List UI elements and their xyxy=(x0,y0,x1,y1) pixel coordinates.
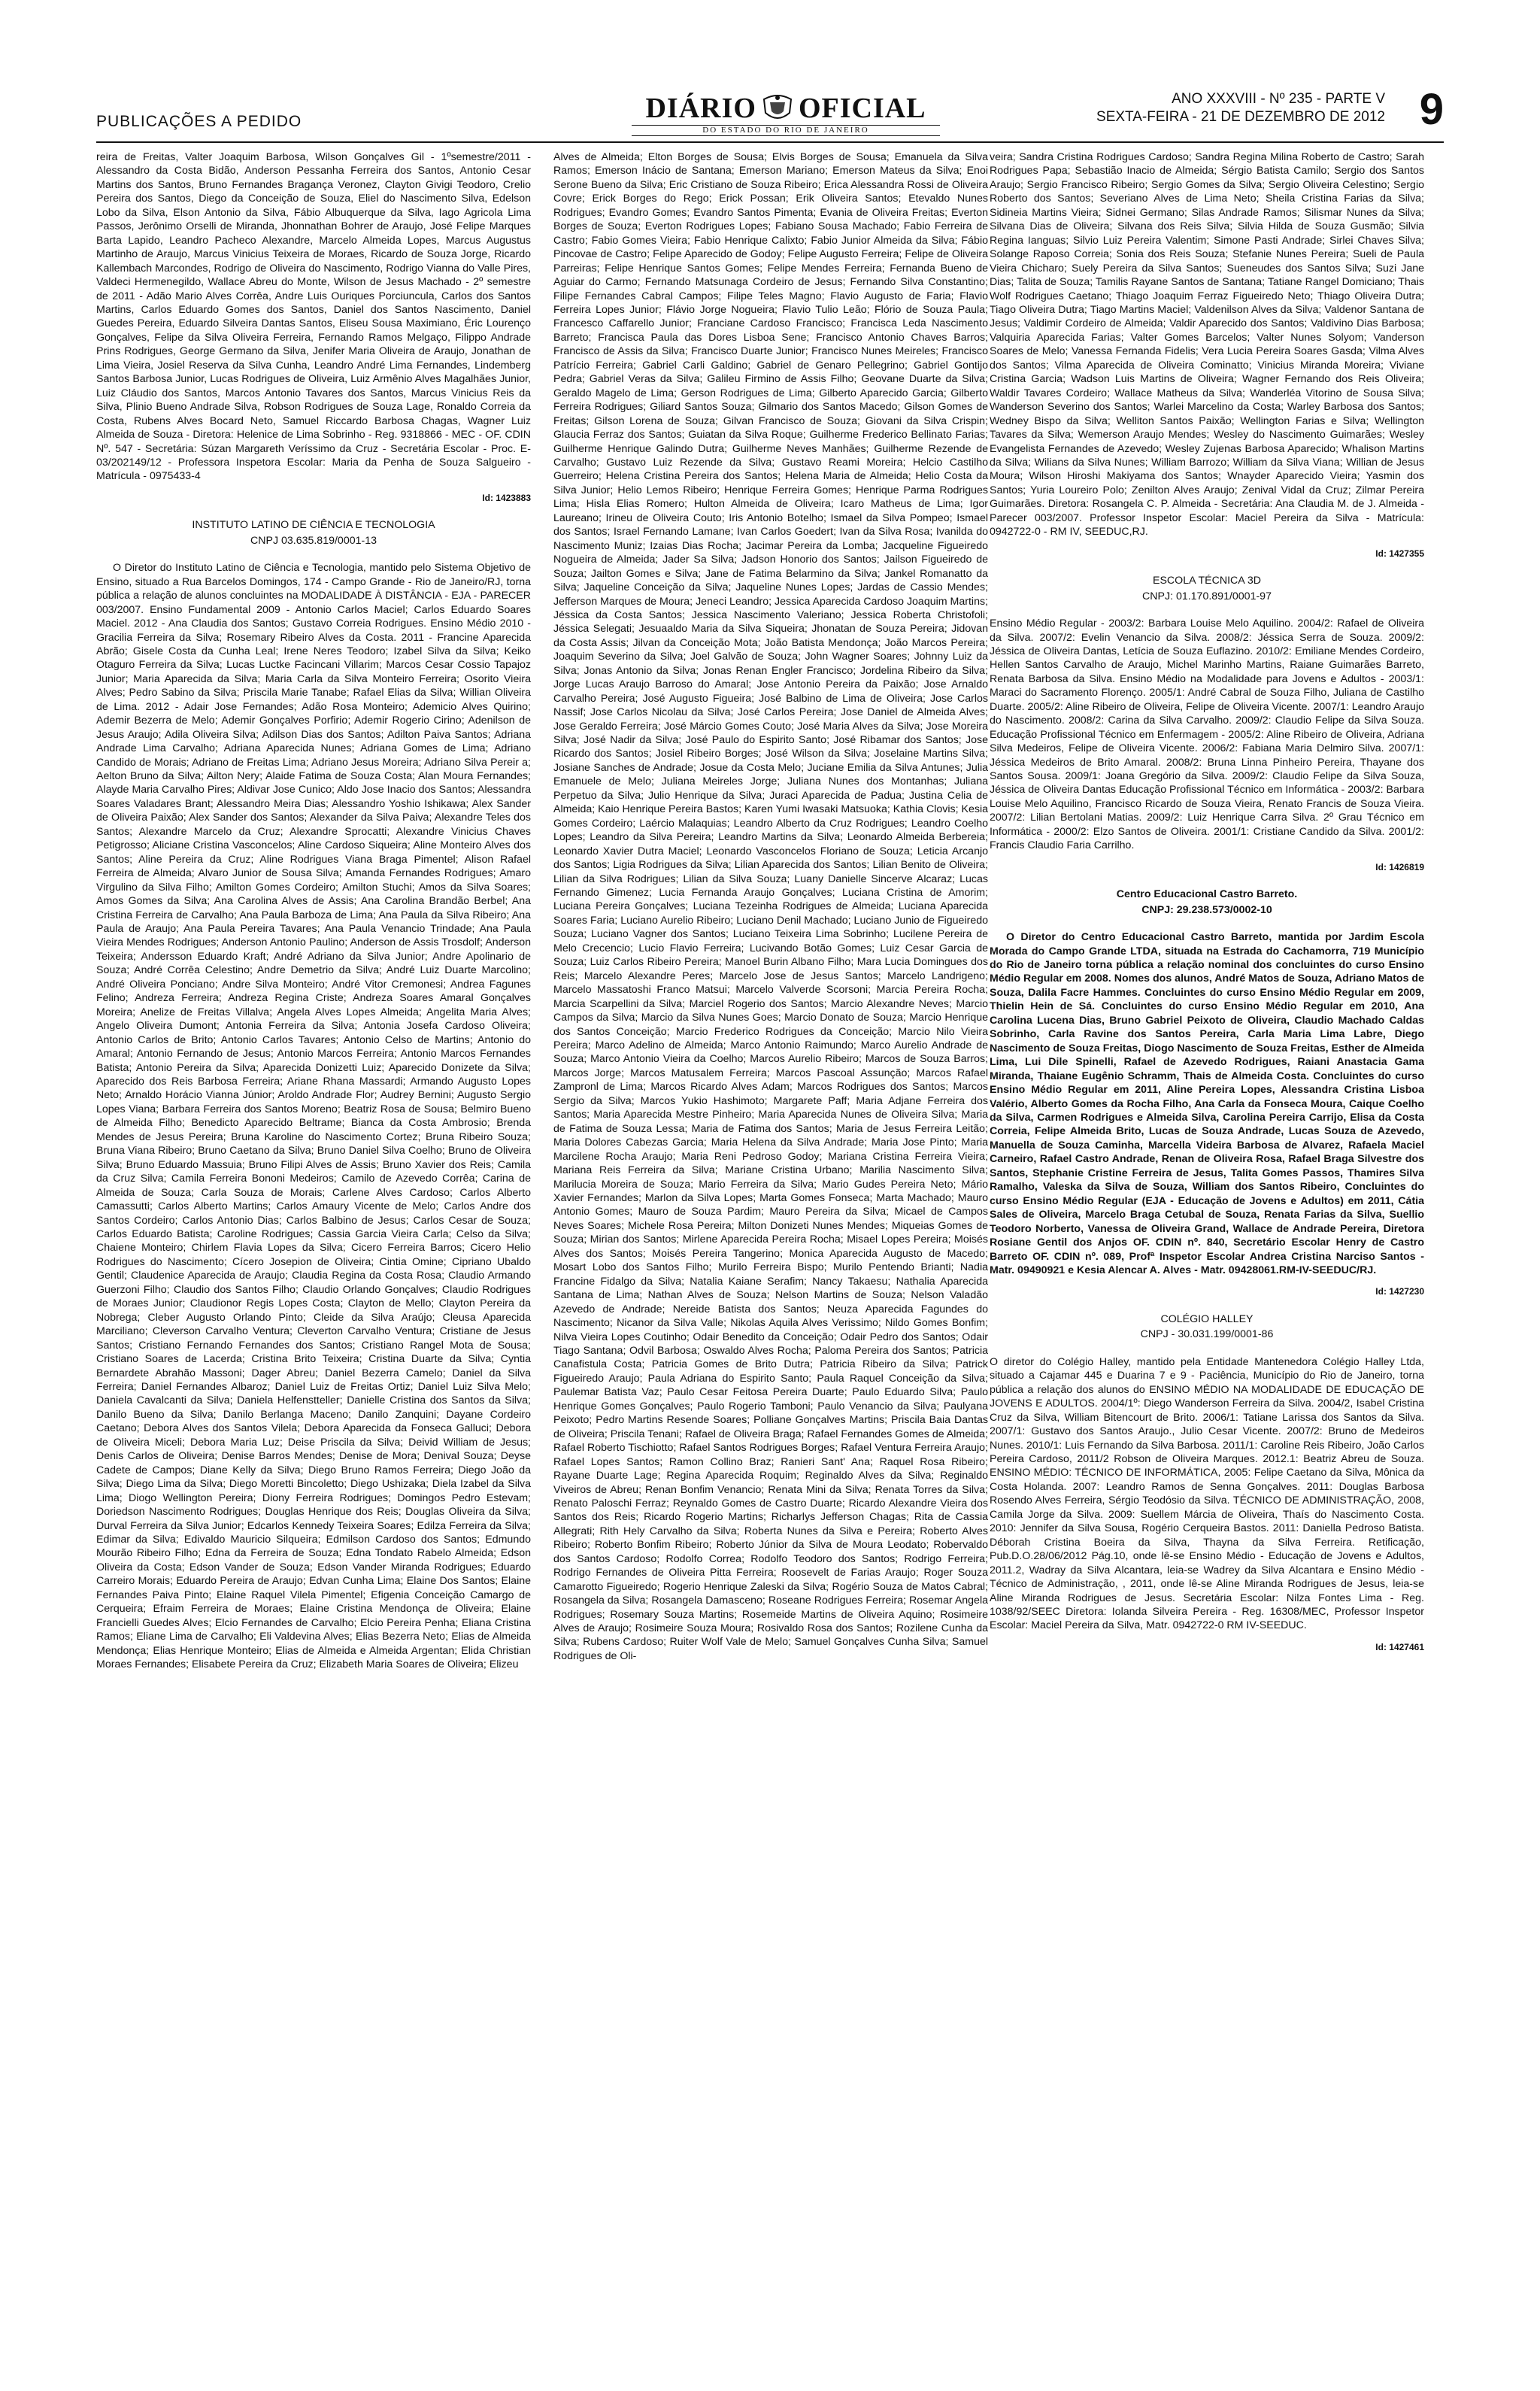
col3-paragraph-1: veira; Sandra Cristina Rodrigues Cardoso; Sandra Regina Milina Roberto de Castro; Sarah Rodrigues Papa; Sebastião Inacio de Almeida; Sérgio Batista Camilo; Sergio dos Santos Araujo; Sergio Francisco Ribeiro; Sergio Gomes da Silva; Sergio Oliveira Celestino; Sergio Roberto dos Santos; Severiano Alves de Lima Neto; Sheila Cristina Farias da Silva; Sidineia Martins Vieira; Sidnei Germano; Silas Andrade Ramos; Silismar Nunes da Silva; Silvana Dias de Oliveira; Silvana dos Reis Silva; Silvia Hilda de Souza Gusmão; Silvia Regina Ianguas; Silvio Luiz Pereira Valentim; Simone Pasti Andrade; Sirlei Chaves Silva; Solange Raposo Correia; Sonia dos Reis Souza; Stefanie Nunes Pereira; Sueli de Paula Vieira Chicharo; Suely Pereira da Silva Santos; Sueneudes dos Santos Silva; Suzi Jane Dias; Talita de Souza; Tamilis Rayane Santos de Santana; Tatiane Rangel Domiciano; Thais Wolf Rodrigues Caetano; Thiago Joaquim Ferraz Figueiredo Neto; Thiago Oliveira Dutra; Tiago Oliveira Dutra; Tiago Martins Maciel; Valdenilson Alves da Silva; Valdenor Santana de Jesus; Valdimir Cordeiro de Almeida; Valdir Aparecido dos Santos; Valdivino Dias Barbosa; Valquiria Aparecida Farias; Valter Gomes Barcelos; Valter Nunes Solyom; Vanderson Soares de Melo; Vanessa Fernanda Fidelis; Vera Lucia Pereira Soares Gasda; Vilma Alves dos Santos; Vilma Aparecida de Oliveira Cominatto; Vinicius Miranda Moreira; Viviane Cristina Garcia; Wadson Luis Martins de Oliveira; Wagner Fernando dos Reis Oliveira; Waldir Tavares Cordeiro; Wallace Matheus da Silva; Wanderléa Vitorino de Sousa Silva; Wanderson Severino dos Santos; Warlei Marcelino da Costa; Warley Barbosa dos Santos; Wedney Bispo da Silva; Welliton Santos Paixão; Wellington Farias e Silva; Wellington Tavares da Silva; Wemerson Araujo Mendes; Wesley do Nascimento Guimarães; Wesley Evangelista Fernandes de Azevedo; Wesley Zujenas Barbosa Aparecido; Whalison Martins da Silva; Wilians da Silva Nunes; William Barrozo; William da Silva Viana; Willian de Jesus Moura; Wilson Hiroshi Makiyama dos Santos; Wnayder Aparecido Vieira; Yasmin dos Santos; Yuria Loureiro Polo; Zenilton Alves Araujo; Zenival Vidal da Cruz; Zilmar Pereira Guimarães. Diretora: Rosangela C. P. Almeida - Secretária: Ana Claudia M. de J. Almeida - Parecer 003/2007. Professor Inspetor Escolar: Maciel Pereira da Silva - Matrícula: 0942722-0 - RM IV, SEEDUC,RJ. xyxy=(990,151,1424,539)
section-title: PUBLICAÇÕES A PEDIDO xyxy=(96,113,302,130)
col3-section-1-cnpj: CNPJ: 01.170.891/0001-97 xyxy=(1142,590,1272,602)
header-rule xyxy=(96,141,1444,143)
col1-paragraph-1: reira de Freitas, Valter Joaquim Barbosa, Wilson Gonçalves Gil - 1ºsemestre/2011 - Alessandro da Costa Bidão, Anderson Pessanha Ferreira dos Santos, Antonio Cesar Martins dos Santos, Bruno Fernandes Bragança Veronez, Clayton Givigi Teodoro, Crelio Pereira dos Santos, Diego da Conceição de Souza, Eliel do Nascimento Silva, Edelson Lobo da Silva, Elson Antonio da Silva, Fábio Albuquerque da Silva, Iago Agricola Lima Passos, Jerônimo Orselli de Miranda, Jhonnathan Bohrer de Araujo, José Felipe Marques Barta Lapido, Leandro Pacheco Alexandre, Marcelo Almeida Lopes, Marcus Augustus Martinho de Araujo, Marcus Vinicius Teixeira de Moraes, Ricardo de Souza Jorge, Ricardo Kallembach Marcondes, Rodrigo de Oliveira do Nascimento, Rodrigo Vianna do Valle Pires, Valdeci Hermenegildo, Wallace Abreu do Monte, Wilson de Jesus Machado - 2º semestre de 2011 - Adão Mario Alves Corrêa, Andre Luis Ouriques Porciuncula, Carlos dos Santos Martins, Carlos Eduardo Gomes dos Santos, Daniel dos Santos Nascimento, Daniel Guedes Pereira, Eduardo Silveira Dantas Santos, Eliseu Sousa Maximiano, Éric Lourenço Gonçalves, Felipe da Silva Oliveira Ferreira, Fernando Ramos Melgaço, Filippo Andrade Prins Rodrigues, George Germano da Silva, Jenifer Maria Oliveira de Araujo, Jonathan de Lima Vieira, Josiel Reserva da Silva Cunha, Leandro André Lima Fernandes, Lindemberg Santos Barbosa Junior, Lucas Rodrigues de Oliveira, Luiz Armênio Alves Magalhães Junior, Luiz Cláudio dos Santos, Marcos Antonio Tavares dos Santos, Marcus Vinicius Reis da Silva, Plinio Bueno Andrade Silva, Robson Rodrigues de Souza Lage, Ronaldo Correia da Costa, Rubens Alves Bocard Neto, Samuel Riccardo Barbosa Chagas, Wagner Luiz Almeida de Souza - Diretora: Helenice de Lima Sobrinho - Reg. 9318866 - MEC - OF. CDIN Nº. 547 - Secretária: Súzan Margareth Veríssimo da Cruz - Secretária Escolar - Proc. E-03/202149/12 - Professora Inspetora Escolar: Maria da Penha de Souza Salgueiro - Matrícula - 0975433-4 xyxy=(96,151,531,483)
col3-id-2: Id: 1426819 xyxy=(1375,861,1424,872)
column-2 xyxy=(553,150,988,2354)
col1-id-1: Id: 1423883 xyxy=(482,492,531,503)
col3-section-3-title: COLÉGIO HALLEY xyxy=(1160,1312,1254,1325)
coat-of-arms-icon xyxy=(761,93,794,122)
masthead-subtitle: DO ESTADO DO RIO DE JANEIRO xyxy=(632,125,940,136)
col3-paragraph-2: Ensino Médio Regular - 2003/2: Barbara Louise Melo Aquilino. 2004/2: Rafael de Oliveira da Silva. 2007/2: Evelin Venancio da Silva. 2008/2: Jéssica Serra de Souza. 2009/2: Jéssica de Oliveira Dantas, Letícia de Souza Euflazino. 2010/2: Emiliane Mendes Cordeiro, Hellen Santos Carvalho de Araujo, Michel Marinho Martins, Raiane Guimarães Barreto, Renata Barbosa da Silva. Ensino Médio na Modalidade para Jovens e Adultos - 2003/1: Maraci do Sacramento Florenço. 2005/1: André Cabral de Souza Filho, Juliana de Castilho Duarte. 2005/2: Aline Ribeiro de Oliveira, Felipe de Oliveira Vicente. 2007/1: Leandro Araujo do Nascimento. 2008/2: Carina da Silva Carvalho. 2009/2: Claudio Felipe da Silva Souza. Educação Profissional Técnico em Enfermagem - 2005/2: Aline Ribeiro de Oliveira, Adriana Silva Medeiros, Felipe de Oliveira Vicente. 2006/2: Fabiana Maria Delmiro Silva. 2007/1: Jéssica Medeiros de Brito Amaral. 2008/2: Bruna Linna Pinheiro Pereira, Thayane dos Santos Sousa. 2009/1: Joana Gregório da Silva. 2009/2: Claudio Felipe da Silva Souza, Jéssica de Oliveira Dantas Educação Profissional Técnico em Informática - 2003/2: Barbara Louise Melo Aquilino, Francisco Ricardo de Souza Vieira, Renato Francis de Souza Vieira. 2007/2: Lilian Bertolani Matias. 2009/2: Luiz Henrique Carra Silva. 2º Grau Técnico em Informática - 2000/2: Elzo Santos de Oliveira. 2001/1: Cristiane Candido da Silva. 2001/2: Francis Claudio Faria Carrilho. xyxy=(990,617,1424,852)
col1-paragraph-2: O Diretor do Instituto Latino de Ciência e Tecnologia, mantido pelo Sistema Objetivo de Ensino, situado a Rua Barcelos Domingos, 174 - Campo Grande - Rio de Janeiro/RJ, torna pública a relação de alunos concluintes na MODALIDADE À DISTÂNCIA - EJA - PARECER 003/2007. Ensino Fundamental 2009 - Antonio Carlos Maciel; Carlos Eduardo Soares Maciel. 2012 - Ana Claudia dos Santos; Gustavo Correia Rodrigues. Ensino Médio 2010 - Gracilia Ferreira da Silva; Rosemary Ribeiro Alves da Costa. 2011 - Francine Aparecida Abrão; Gisele Costa da Cunha Leal; Irene Neres Teodoro; Izabel Silva da Silva; Keiko Otaguro Ferreira da Silva; Lucas Luctke Facincani Villarim; Marcos Cesar Cossio Tapajoz Junior; Maria Aparecida da Silva; Maria Carla da Silva Monteiro Ferreira; Osorito Vieira Alves; Pedro Sabino da Silva; Priscila Marie Tanabe; Rafael Elias da Silva; Willian Oliveira de Lima. 2012 - Adair Jose Fernandes; Adão Rosa Monteiro; Ademicio Alves Quirino; Ademir Bezerra de Melo; Ademir Gonçalves Porfirio; Ademir Rogerio Cirino; Adenilson de Jesus Araujo; Adila Oliveira Silva; Adilson Dias dos Santos; Adilton Paiva Santos; Adriana Andrade Lima Carvalho; Adriana Aparecida Nunes; Adriana Gomes de Lima; Adriano Candido de Morais; Adriano de Freitas Lima; Adriano Jesus Moreira; Adriano Silva Pereir a; Aelton Bruno da Silva; Ailton Nery; Alaide Fatima de Souza Costa; Alan Moura Fernandes; Alayde Maria Carvalho Pires; Aldivar Jose Cunico; Aldo Jose Inacio dos Santos; Alessandra Soares Valadares Brant; Alessandro Meira Dias; Alessandro Yoshio Ishikawa; Alex Sander de Oliveira Paixão; Alex Sander dos Santos; Alexander da Silva Paiva; Alexandre Teles dos Santos; Alexandre Marcelo da Cruz; Alexandre Sprocatti; Alexandre Vinicius Chaves Petigrosso; Aliciane Cristina Vasconcelos; Aline Cardoso Siqueira; Aline Monteiro Alves dos Santos; Aline Pereira da Cruz; Aline Rodrigues Viana Braga Pimentel; Alison Rafael Ferreira de Almeida; Alvaro Junior de Sousa Silva; Amanda Fernandes Rodrigues; Amaro Virgulino da Silva Filho; Amilton Gomes Cordeiro; Amilton Stuchi; Amos da Silva Soares; Amos Gomes da Silva; Ana Carolina Alves de Assis; Ana Carolina Brandão Berbel; Ana Cristina Ferreira de Carvalho; Ana Paula Barboza de Lima; Ana Paula da Silva Ribeiro; Ana Paula de Araujo; Ana Paula Pereira Tavares; Ana Paula Venancio Trindade; Ana Paula Vieira Mendes Rodrigues; Anderson Antonio Paulino; Anderson de Assis Trosdolf; Anderson Teixeira; Andersson Eduardo Kraft; André Adriano da Silva Junior; Andre Apolinario de Souza; André Corrêa Celestino; Andre Demetrio da Silva; André Luiz Duarte Marcolino; André Oliveira Ponciano; Andre Silva Monteiro; André Vitor Cremonesi; Andrea Fagunes Felino; Andreza Ferreira; Andreza Regina Criste; Andreza Soares Amaral Gonçalves Moreira; Anelize de Freitas Villalva; Angela Alves Lopes Almeida; Angelita Maria Alves; Angelo Oliveira Dumont; Antonia Ferreira da Silva; Antonia Josefa Cardoso Oliveira; Antonio Carlos de Brito; Antonio Carlos Tavares; Antonio Celso de Martins; Antonio do Amaral; Antonio Fernando de Jesus; Antonio Marcos Ferreira; Antonio Marcos Fernandes Batista; Antonio Pereira da Silva; Aparecida Donizetti Luiz; Aparecido Donizete da Silva; Aparecido dos Reis Barbosa Ferreira; Ariane Rhana Massardi; Armando Augusto Lopes Neto; Arnaldo Horácio Vianna Júnior; Aroldo Andrade Flor; Audrey Bernini; Augusto Sergio Lopes Viana; Barbara Ferreira dos Santos Moreno; Beatriz Rosa de Sousa; Belmiro Bueno de Almeida Filho; Benedicto Aparecido Beltrame; Bianca da Costa Ambrosio; Brenda Mendes de Jesus Pereira; Bruna Karoline do Nascimento Cortez; Bruna Ribeiro Souza; Bruna Viana Ribeiro; Bruno Caetano da Silva; Bruno Daniel Silva Coelho; Bruno de Oliveira Silva; Bruno Eduardo Massuia; Bruno Filipi Alves de Assis; Bruno Xavier dos Reis; Camila da Cruz Silva; Camila Ferreira Bononi Medeiros; Camilo de Azevedo Corrêa; Carina de Almeida de Souza; Carla Souza de Morais; Carlene Alves Cardoso; Carlos Alberto Camassutti; Carlos Alberto Martins; Carlos Amaury Vicente de Melo; Carlos Andre dos Santos Cordeiro; Carlos Antonio Dias; Carlos Balbino de Jesus; Carlos Cesar de Souza; Carlos Eduardo Batista; Caroline Rodrigues; Cassia Garcia Vieira Carla; Celso da Silva; Chaiene Monteiro; Chirlem Flavia Lopes da Silva; Cicero Ferreira Barros; Cicero Helio Rodrigues do Nascimento; Cícero Josepion de Oliveira; Cintia Omine; Cipriano Ubaldo Gentil; Claudenice Aparecida de Araujo; Claudia Regina da Costa Rosa; Claudio Armando Guerzoni Filho; Claudio dos Santos Filho; Claudio Orlando Gonçalves; Claudio Rodrigues de Moraes Junior; Claudionor Regis Lopes Costa; Clayton de Mello; Clayton Pereira da Nobrega; Cleber Augusto Orlando Pinto; Cleide da Silva Araújo; Cleusa Aparecida Marciliano; Cleverson Carvalho Ventura; Cleverton Carvalho Ventura; Cristiane de Jesus Santos; Cristiano Fernando Fernandes dos Santos; Cristiano Rangel Mota de Sousa; Cristiano Soares de Lacerda; Cristina Brito Teixeira; Cristina Duarte da Silva; Cyntia Bernardete Abrahão Massoni; Dager Abreu; Daniel Bezerra Camelo; Daniel da Silva Ferreira; Daniel Fernandes Albaroz; Daniel Luiz de Freitas Ortiz; Daniel Luiz Silva Melo; Daniela Cavalcanti da Silva; Daniela Helfenstteller; Danielle Cristina dos Santos da Silva; Danilo Bueno da Silva; Danilo Berlanga Maceno; Danilo Zanquini; Dayane Cordeiro Caetano; Debora Alves dos Santos Vilela; Debora Aparecida da Fonseca Galluci; Debora de Oliveira Miceli; Debora Maria Luz; Deise Priscila da Silva; Deivid William de Jesus; Denis Carlos de Oliveira; Denise Barros Mendes; Denise de Mora; Denival Souza; Deyse Cadete de Campos; Diane Kelly da Silva; Diego Bruno Ramos Ferreira; Diego João da Silva; Diego Lima da Silva; Diego Moretti Bincoletto; Diego Ushizaka; Diela Izabel da Silva Lima; Diogo Wellington Pereira; Diony Ferreira Rodrigues; Domingos Pedro Estevam; Doriedson Nascimento Rodrigues; Douglas Henrique dos Reis; Douglas Oliveira da Silva; Durval Ferreira da Silva Junior; Edcarlos Kennedy Teixeira Soares; Edilza Ferreira da Silva; Edimar da Silva; Edivaldo Mauricio Silqueira; Edmilson Cardoso dos Santos; Edmundo Mourão Ribeiro Filho; Edna da Ferreira de Souza; Edna Tondato Rabelo Almeida; Edson Oliveira da Costa; Edson Vander de Souza; Edson Vander Miranda Rodrigues; Eduardo Carreiro Morais; Eduardo Pereira de Araujo; Edvan Cunha Lima; Elaine Dos Santos; Elaine Fernandes Paiva Pinto; Elaine Raquel Vilela Pimentel; Efigenia Conceição Camargo de Cerqueira; Efraim Ferreira de Moraes; Elaine Cristina Mendonça de Oliveira; Elaine Francielli Guedes Alves; Elcio Fernandes de Carvalho; Elcio Pereira Penha; Eliana Cristina Ramos; Eliane Lima de Carvalho; Eli Valdevina Alves; Elias Bezerra Neto; Elias de Almeida Mendonça; Elias Henrique Monteiro; Elias de Almeida e Almeida Argentan; Elida Christian Moraes Fernandes; Elisabete Pereira da Cruz; Elizabeth Maria Soares de Oliveira; Elizeu xyxy=(96,562,531,1671)
edition-date: SEXTA-FEIRA - 21 DE DEZEMBRO DE 2012 xyxy=(1096,109,1385,125)
col1-section-title: INSTITUTO LATINO DE CIÊNCIA E TECNOLOGIA xyxy=(192,519,435,532)
edition-number: ANO XXXVIII - Nº 235 - PARTE V xyxy=(1172,91,1385,107)
column-3 xyxy=(990,150,1424,2354)
col3-paragraph-4: O diretor do Colégio Halley, mantido pela Entidade Mantenedora Colégio Halley Ltda, situado a Cajamar 445 e Duarina 7 e 9 - Paciência, Município do Rio de Janeiro, torna pública a relação dos alunos do ENSINO MÉDIO NA MODALIDADE DE EDUCAÇÃO DE JOVENS E ADULTOS. 2004/1º: Diego Wanderson Ferreira da Silva. 2004/2, Isabel Cristina Cruz da Silva, William Bitencourt de Brito. 2006/1: Tatiane Larissa dos Santos da Silva. 2007/1: Gustavo dos Santos Araujo., Julio Cesar Vicente. 2007/2: Bruno de Medeiros Nunes. 2010/1: Luis Fernando da Silva Barbosa. 2011/1: Caroline Reis Ribeiro, João Carlos Pereira Cardoso, 2011/2 Robson de Oliveira Marques. 2012.1: Beatriz Abreu de Souza. ENSINO MÉDIO: TÉCNICO DE INFORMÁTICA, 2005: Felipe Caetano da Silva, Mônica da Costa Holanda. 2007: Leandro Ramos de Senna Gonçalves. 2011: Douglas Barbosa Rosendo Alves Ferreira, Sérgio Teodósio da Silva. TÉCNICO DE ADMINISTRAÇÃO, 2008, Camila Jorge da Silva. 2009: Suellem Márcia de Oliveira, Thaís do Nascimento Costa. 2010: Jennifer da Silva Sousa, Rogério Cerqueira Bastos. 2011: Daniella Pedroso Batista. Déborah Cristina Boeira da Silva, Thayna da Silva Ferreira. Retificação, Pub.D.O.28/06/2012 Pág.10, onde lê-se Ensino Médio - Educação de Jovens e Adultos, 2011.2, Wadray da Silva Alcantara, leia-se Wadrey da Silva Alcantara e Ensino Médio - Técnico de Administração, , 2011, onde lê-se Aline Miranda Rodrigues de Jesus, leia-se Aline Miranda Rodrigues de Jesus. Secretária Escolar: Nilza Fontes Lima - Reg. 1038/92/SEEC Diretora: Iolanda Silveira Pereira - Reg. 16308/MEC, Professor Inspetor Escolar: Maciel Pereira da Silva, Matr. 0942722-0 RM IV-SEEDUC. xyxy=(990,1355,1424,1632)
column-1 xyxy=(96,150,531,2354)
col3-section-3-cnpj: CNPJ - 30.031.199/0001-86 xyxy=(1140,1328,1274,1341)
col2-paragraph-1: Alves de Almeida; Elton Borges de Sousa; Elvis Borges de Sousa; Emanuela da Silva Ramos; Emerson Inácio de Santana; Emerson Mariano; Emerson Mateus da Silva; Enoi Serone Bueno da Silva; Eric Cristiano de Souza Ribeiro; Erica Alessandra Rossi de Oliveira Covre; Erick Borges do Rego; Erick Possan; Erik Oliveira Santos; Etevaldo Nunes Rodrigues; Evandro Gomes; Evandro Santos Pimenta; Evania de Oliveira Freitas; Everton Borges de Souza; Everton Rodrigues Lopes; Fabiano Sousa Machado; Fabio Ferreira de Castro; Fabio Gomes Vieira; Fabio Henrique Calixto; Fabio Junior Almeida da Silva; Fábio Pincovae de Castro; Felipe Aparecido de Godoy; Felipe Augusto Ferreira; Felipe de Oliveira Parreiras; Felipe Henrique Santos Gomes; Felipe Mendes Ferreira; Fernanda Bueno de Aguiar do Carmo; Fernando Matsunaga Cordeiro de Jesus; Fernando Silva Constantino; Filipe Fernandes Cabral Campos; Filipe Teles Magno; Flavio Augusto de Faria; Flavio Ferreira Lopes Junior; Flávio Jorge Nogueira; Flavio Tulio Leão; Flório de Souza Paula; Francesco Caffarello Junior; Franciane Cardoso Francisco; Francisca Leda Nascimento Barreto; Francisca Paula das Dores Lisboa Sene; Francisco Antonio Chaves Barros; Francisco de Assis da Silva; Francisco Duarte Junior; Francisco Nunes Meireles; Francisco Patrício Ferreira; Gabriel Carli Galdino; Gabriel de Genaro Pellegrino; Gabriel Gontijo Pedra; Gabriel Veras da Silva; Galileu Firmino de Assis Filho; Geovane Duarte da Silva; Geraldo Magelo de Lima; Gerson Rodrigues de Lima; Gilberto Aparecido Garcia; Gilberto Ferreira Rodrigues; Giliard Santos Souza; Gilmario dos Santos Macedo; Gilson Gomes de Freitas; Gilson Lorena de Souza; Gilvan Francisco de Souza; Giovani da Silva Crispin; Glaucia Ferraz dos Santos; Guiatan da Silva Roque; Guilherme Frederico Bellinato Farias; Guilherme Henrique Galindo Dutra; Guilherme Neves Manhães; Guilherme Rezende de Carvalho; Gustavo Luiz Rezende da Silva; Gustavo Reami Moreira; Helcio Castilho Guerreiro; Helena Cristina Pereira dos Santos; Helena Maria de Almeida; Helio Costa da Silva Junior; Helio Lemos Ribeiro; Henrique Ferreira Gomes; Henrique Parma Rodrigues Lima; Hisla Elias Romero; Hulton Almeida de Oliveira; Icaro Matheus de Lima; Igor Laureano; Irineu de Oliveira Couto; Iris Antonio Botelho; Ismael da Silva Pompeo; Ismael dos Santos; Israel Fernando Lamane; Ivan Carlos Goedert; Ivan da Silva Rosa; Ivanilda do Nascimento Muniz; Izaias Dias Rocha; Jacimar Pereira da Lomba; Jacqueline Figueiredo Nogueira de Almeida; Jader Sa Silva; Jadson Honorio dos Santos; Jailson Figueiredo de Souza; Jailton Gomes e Silva; Jane de Fatima Belarmino da Silva; Jankel Romanatto da Silva; Jaqueline Conceição da Silva; Jaqueline Nunes Lopes; Jardas de Cassio Mendes; Jefferson Marques de Moura; Jeneci Leandro; Jessica Aparecida Cardoso Joaquim Martins; Jéssica da Costa Santos; Jessica Nascimento Valeriano; Jessica Roberta Christofoli; Jéssica Selegati; Jesuaaldo Maria da Silva Siqueira; Jhonatan de Souza Pereira; Jidovan da Costa Assis; Jilvan da Conceição Mota; João Batista Mendonça; João Marcos Pereira; Joaquim Severino da Silva; Joel Galvão de Souza; John Wagner Soares; Johnny Luiz da Silva; Jonas Antonio da Silva; Jonas Renan Engler Francisco; Jordelina Ribeiro da Silva; Jorge Lucas Araujo Barroso do Amaral; Jose Antonio Pereira da Paixão; Jose Arnaldo Carvalho Pereira; José Augusto Figueira; José Balbino de Lima de Oliveira; Jose Carlos Nassif; Jose Carlos Nicolau da Silva; José Carlos Pereira; Jose Daniel de Almeida Alves; Jose Geraldo Ferreira; José Márcio Gomes Couto; José Maria Alves da Silva; Jose Moreira Silva; José Nadir da Silva; José Paulo do Espirito Santo; José Ribamar dos Santos; Jose Ricardo dos Santos; Josiel Ribeiro Borges; José Wilson da Silva; Joselaine Martins Silva; Josiane Sanches de Andrade; Josue da Costa Melo; Juciane Emilia da Silva Antunes; Julia Emanuele de Melo; Juliana Meireles Jorge; Juliana Nunes dos Montanhas; Juliana Perpetuo da Silva; Julio Henrique da Silva; Juraci Aparecida de Padua; Justina Celia de Almeida; Kaio Henrique Pereira Bastos; Karen Yumi Iwasaki Matsuoka; Kathia Clovis; Kesia Gomes Cordeiro; Laércio Malaquias; Leandro Alberto da Cruz Rodrigues; Leandro Coelho Lopes; Leandro da Silva Pereira; Leandro Martins da Silva; Leonardo Almeida Berbereia; Leonardo Xavier Dutra Maciel; Leonardo Vasconcelos Floriano de Souza; Leticia Arcanjo dos Santos; Ligia Rodrigues da Silva; Lilian Aparecida dos Santos; Lilian Benito de Oliveira; Lilian da Silva Rodrigues; Lilian da Silva Souza; Luany Danielle Sincerve Alcaraz; Lucas Fernando Gimenez; Lucia Fernanda Araujo Gonçalves; Luciana Cristina de Amorim; Luciana Pereira Gonçalves; Luciana Tezeinha Rodrigues de Almeida; Luciana Aparecida Soares Faria; Luciano Aurelio Ribeiro; Luciano Denil Machado; Luciano Junio de Figueiredo Souza; Luciano Vagner dos Santos; Luciano Teixeira Lima Sobrinho; Lucilene Pereira de Melo Crecencio; Lucio Flavio Ferreira; Lucivando Botão Gomes; Luiz Cesar Garcia de Souza; Luiz Carlos Ribeiro Pereira; Manoel Burin Albano Filho; Mara Lucia Domingues dos Reis; Marcelo Alexandre Peres; Marcelo Jose de Jesus Santos; Marcelo Landrigeno; Marcelo Massatoshi Franco Matsui; Marcelo Valverde Scorsoni; Marcia Pereira Rocha; Marcia Scarpellini da Silva; Marciel Rogerio dos Santos; Marcio Alexandre Neves; Marcio Campos da Silva; Marcio da Silva Nunes Goes; Marcio Donato de Souza; Marcio Henrique dos Santos Conceição; Marcio Frederico Rodrigues da Conceição; Marcio Nilo Vieira Pereira; Marco Adelino de Almeida; Marco Antonio Raimundo; Marco Aurelio Andrade de Souza; Marco Antonio Vieira da Coelho; Marcos Aurelio Ribeiro; Marcos de Souza Barros; Marcos Jorge; Marcos Matusalem Ferreira; Marcos Pascoal Assunção; Marcos Rafael Zampronl de Lima; Marcos Ricardo Alves Adam; Marcos Rodrigues dos Santos; Marcos Sergio da Silva; Marcos Yukio Hashimoto; Margarete Paff; Maria Adjane Ferreira dos Santos; Maria Aparecida Mestre Pinheiro; Maria Aparecida Nunes de Oliveira Silva; Maria de Fatima de Souza Lessa; Maria de Fatima dos Santos; Maria de Jesus Ferreira Leitão; Maria Dolores Cabezas Garcia; Maria Helena da Silva Andrade; Maria Jose Pinto; Maria Marcilene Rocha Araujo; Maria Reni Pedroso Godoy; Mariana Cristina Ferreira Vieira; Mariana Reis Ferreira da Silva; Mariane Cristina Urbano; Marilia Nascimento Silva; Marilucia Moreira de Souza; Mario Ferreira da Silva; Mario Gudes Pereira Neto; Mário Xavier Fernandes; Marlon da Silva Lopes; Marta Gomes Fonseca; Marta Machado; Mauro Antonio Gomes; Mauro de Souza Pardim; Mauro Pereira da Silva; Micael de Campos Neves Soares; Michele Rosa Pereira; Milton Donizeti Nunes Mendes; Miqueias Gomes de Souza; Mirian dos Santos; Mirlene Aparecida Pereira Rocha; Misael Lopes Pereira; Moisés Alves dos Santos; Moisés Pereira Tangerino; Monica Aparecida Augusto de Macedo; Mosart Lobo dos Santos Filho; Murilo Ferreira Bispo; Murilo Pentendo Brianti; Nadia Francine Fidalgo da Silva; Natalia Kaiane Serafim; Nancy Takaesu; Nathalia Aparecida Santana de Lima; Nathan Alves de Souza; Nelson Martins de Souza; Nelson Valadão Azevedo de Andrade; Nereide Batista dos Santos; Neuza Aparecida Fagundes do Nascimento; Nicanor da Silva Valle; Nikolas Aquila Alves Verissimo; Nildo Gomes Bonfim; Nilva Vieira Lopes Coutinho; Odair Benedito da Conceição; Odair Pedro dos Santos; Odair Tiago Santana; Odvil Barbosa; Oswaldo Alves Rocha; Paloma Pereira dos Santos; Patricia Canafistula Costa; Patricia Gomes de Brito Dutra; Patricia Ribeiro da Silva; Patrick Figueiredo Araujo; Paula Adriana do Espirito Santo; Paula Raquel Conceição da Silva; Paulemar Batista Vaz; Paulo Cesar Feitosa Pereira Duarte; Paulo Eduardo Silva; Paulo Henrique Gomes Gonçalves; Paulo Rogerio Tamboni; Paulo Venancio da Silva; Paulyana Peixoto; Pedro Martins Resende Soares; Polliane Gonçalves Martins; Priscila Baia Dantas de Oliveira; Priscila Tenani; Rafael de Oliveira Braga; Rafael Fernandes Gomes de Almeida; Rafael Roberto Tischiotto; Rafael Santos Rodrigues Borges; Rafael Ventura Ferreira Araujo; Rafael Lopes Santos; Ramon Collino Braz; Ranieri Sant' Ana; Raquel Rosa Ribeiro; Rayane Duarte Lage; Regina Aparecida Roquim; Reginaldo Alves da Silva; Reginaldo Viveiros de Abreu; Renan Bonfim Venancio; Renata Mini da Silva; Renata Torres da Silva; Renato Paloschi Ferraz; Reynaldo Gomes de Castro Duarte; Ricardo Alexandre Vieira dos Santos dos Reis; Ricardo Rogerio Martins; Richarlys Jefferson Chagas; Rita de Cassia Allegrati; Rith Hely Carvalho da Silva; Roberta Nunes da Silva e Pereira; Roberto Alves Ribeiro; Roberto Bonfim Ribeiro; Roberto Júnior da Silva de Moura Leodato; Robervaldo dos Santos Cardoso; Rodolfo Correa; Rodolfo Teodoro dos Santos; Rodrigo Ferreira; Rodrigo Fernandes de Oliveira Pitta Ferreira; Roosevelt de Farias Araujo; Roger Souza Camarotto Figueiredo; Rogerio Henrique Zaleski da Silva; Rogério Souza de Matos Cabral; Rosangela da Silva; Rosangela Damasceno; Roseane Rodrigues Ferreira; Rosemar Angela Rodrigues; Rosemary Souza Martins; Rosemeide Martins de Oliveira Aquino; Rosimeire Alves de Araujo; Rosimeire Souza Moura; Rosivaldo Rosa dos Santos; Rozilene Cunha da Silva; Rubens Cardoso; Ruiter Wolf Vale de Melo; Samuel Gonçalves Cunha Silva; Samuel Rodrigues de Oli- xyxy=(553,151,988,1662)
masthead-left: DIÁRIO xyxy=(645,93,756,124)
col3-id-1: Id: 1427355 xyxy=(1375,548,1424,559)
page-number: 9 xyxy=(1419,85,1444,134)
masthead xyxy=(587,93,985,140)
col3-section-2-cnpj: CNPJ: 29.238.573/0002-10 xyxy=(1141,903,1272,916)
col1-section-cnpj: CNPJ 03.635.819/0001-13 xyxy=(250,534,377,547)
edition-info xyxy=(1096,90,1385,126)
masthead-right: OFICIAL xyxy=(798,93,926,124)
col3-id-3: Id: 1427230 xyxy=(1375,1286,1424,1297)
col3-paragraph-3: O Diretor do Centro Educacional Castro Barreto, mantida por Jardim Escola Morada do Campo Grande LTDA, situada na Estrada do Cachamorra, 719 Município do Rio de Janeiro torna pública a relação nominal dos concluintes do curso Ensino Médio Regular em 2008. Nomes dos alunos, André Matos de Souza, Adriano Matos de Souza, Dalila Facre Hammes. Concluintes do curso Ensino Médio Regular em 2009, Thielin Hein de Sá. Concluintes do curso Ensino Médio Regular em 2010, Ana Carolina Lucena Dias, Bruno Gabriel Peixoto de Oliveira, Claudio Machado Caldas Sobrinho, Carla Ravine dos Santos Pereira, Carla Maria Lima Labre, Diego Nascimento de Souza Freitas, Diogo Nascimento de Souza Freitas, Esther de Almeida Lima, Lui Dile Spinelli, Rafael de Azevedo Rodrigues, Raiani Anastacia Gama Miranda, Thaiane Eugênio Schramm, Thais de Almeida Costa. Concluintes do curso Ensino Médio Regular em 2011, Aline Pereira Lopes, Alessandra Cristina Lisboa Valério, Alberto Gomes da Rocha Filho, Ana Carla da Fonseca Moura, Caique Coelho da Silva, Carmen Rodrigues e Almeida Silva, Carolina Pereira Carrijo, Elisa da Costa Correia, Felipe Almeida Brito, Lucas de Souza Andrade, Lucas Souza de Azevedo, Manuella de Souza Caminha, Marcella Videira Barbosa de Alvarez, Rafaela Maciel Carneiro, Rafael Castro Andrade, Renan de Oliveira Rosa, Rafael Braga Silvestre dos Santos, Stephanie Cristine Ferreira de Jesus, Talita Gomes Passos, Thamires Silva Ramalho, Valeska da Silva de Souza, William dos Santos Ribeiro, Concluintes do curso Ensino Médio Regular (EJA - Educação de Jovens e Adultos) em 2011, Cátia Sales de Oliveira, Marcelo Braga Cetubal de Souza, Renata Farias da Silva, Suellio Teodoro Norberto, Vanessa de Oliveira Grand, Wallace de Andrade Pereira, Diretora Rosiane Gentil dos Anjos OF. CDIN nº. 840, Secretário Escolar Henry de Castro Barreto OF. CDIN nº. 089, Profª Inspetor Escolar Andrea Cristina Narciso Santos - Matr. 09490921 e Kesia Alencar A. Alves - Matr. 09428061.RM-IV-SEEDUC/RJ. xyxy=(990,931,1424,1276)
page-header xyxy=(96,84,1444,138)
col3-section-1-title: ESCOLA TÉCNICA 3D xyxy=(1152,575,1262,587)
col3-section-2-title: Centro Educacional Castro Barreto. xyxy=(1116,888,1298,901)
col3-id-4: Id: 1427461 xyxy=(1375,1641,1424,1652)
